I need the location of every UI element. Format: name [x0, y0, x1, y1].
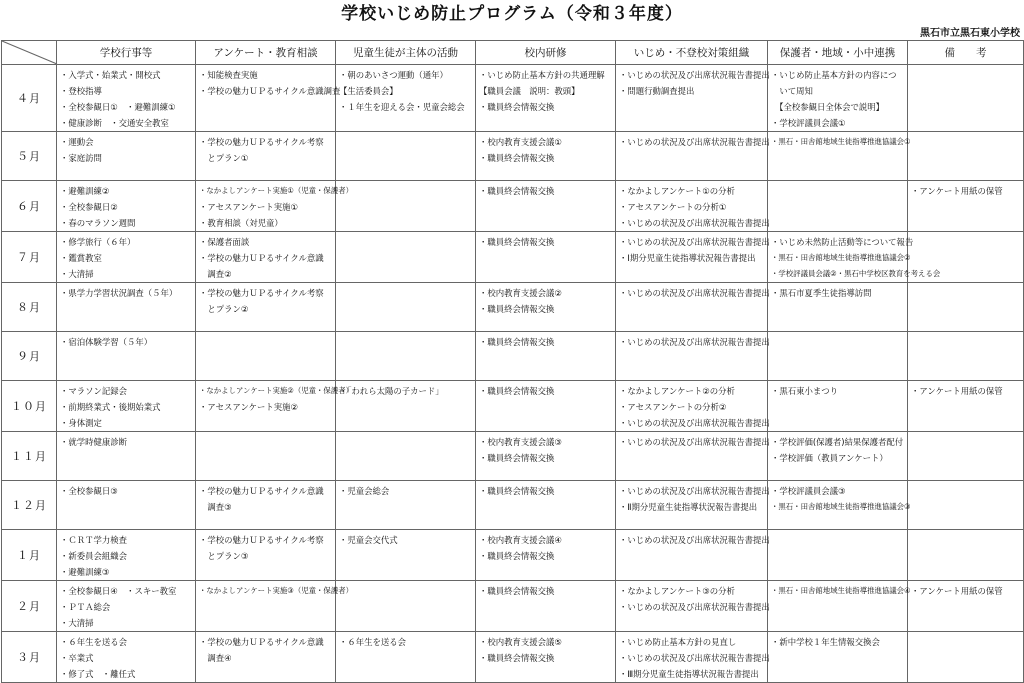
month-cell: １月 [2, 530, 57, 581]
cell-line: 【生活委員会】 [339, 86, 398, 96]
cell-line: ・いじめの状況及び出席状況報告書提出 [619, 418, 770, 428]
cell-line: ・職員終会情報交換 [479, 304, 555, 314]
column-header-school-events: 学校行事等 [57, 41, 196, 65]
cell-line: ・大清掃 [60, 618, 94, 628]
cell-student-activities [336, 381, 476, 432]
cell-line: ・新中学校１年生情報交換会 [771, 637, 880, 647]
cell-school-events [57, 530, 196, 581]
cell-line: ・春のマラソン週間 [60, 218, 136, 228]
cell-survey-counseling [196, 65, 341, 132]
cell-student-activities [336, 232, 476, 283]
column-header-survey-counseling: アンケート・教育相談 [196, 41, 336, 65]
cell-line: ・黒石・田舎館地域生徒指導推進協議会① [771, 137, 911, 146]
cell-bullying-organization [616, 432, 768, 481]
cell-line: ・いじめ防止基本方針の共通理解 [479, 70, 605, 80]
cell-survey-counseling [196, 632, 336, 683]
cell-community-cooperation [768, 481, 911, 530]
cell-bullying-organization [616, 132, 768, 181]
cell-line: ・学校評議員会議① [771, 118, 846, 128]
cell-survey-counseling [196, 581, 353, 632]
cell-line: ・修了式 ・離任式 [60, 669, 136, 679]
cell-line: ・学校評価（教員アンケート） [771, 453, 888, 463]
cell-line: ・全校参観日① ・避難訓練① [60, 102, 176, 112]
cell-line: ・アンケート用紙の保管 [911, 586, 1003, 596]
cell-line: ・ＣＲＴ学力検査 [60, 535, 127, 545]
table-row [2, 432, 1024, 481]
cell-line: ・職員終会情報交換 [479, 337, 555, 347]
table-row [2, 332, 1024, 381]
table-row [2, 581, 1024, 632]
cell-line: ・学校評価(保護者)結果保護者配付 [771, 437, 904, 447]
cell-line: ・Ⅲ期分児童生徒指導状況報告書提出 [619, 669, 759, 679]
table-row [2, 632, 1024, 683]
cell-community-cooperation [768, 132, 911, 181]
cell-line: ・校内教育支援会議② [479, 288, 562, 298]
header-row [2, 41, 1024, 65]
month-cell: ８月 [2, 283, 57, 332]
cell-line: ・いじめの状況及び出席状況報告書提出 [619, 486, 770, 496]
cell-line: ・職員終会情報交換 [479, 586, 555, 596]
cell-survey-counseling [196, 283, 336, 332]
cell-line: ・いじめ防止基本方針の内容につ [771, 70, 897, 80]
cell-school-events [57, 65, 196, 132]
cell-remarks [908, 181, 1024, 232]
month-cell: ７月 [2, 232, 57, 283]
cell-line: ・職員終会情報交換 [479, 186, 555, 196]
cell-staff-training [476, 232, 616, 283]
cell-line: ・家庭訪問 [60, 153, 102, 163]
table-row [2, 481, 1024, 530]
cell-line: ・Ⅰ期分児童生徒指導状況報告書提出 [619, 253, 756, 263]
cell-line: ・アセスアンケートの分析② [619, 402, 727, 412]
cell-student-activities [336, 65, 476, 132]
cell-survey-counseling [196, 232, 336, 283]
cell-community-cooperation [768, 181, 908, 232]
cell-line: ・「われら太陽の子カード」 [339, 386, 444, 396]
cell-remarks [908, 530, 1024, 581]
cell-line: ・学校の魅力ＵＰるサイクル意識調査 [199, 86, 341, 96]
cell-staff-training [476, 432, 616, 481]
cell-remarks [908, 65, 1024, 132]
cell-line: ・いじめの状況及び出席状況報告書提出 [619, 137, 770, 147]
cell-remarks [908, 332, 1024, 381]
column-header-staff-training: 校内研修 [476, 41, 616, 65]
table-row [2, 65, 1024, 132]
column-header-bullying-organization: いじめ・不登校対策組織 [616, 41, 768, 65]
cell-line: ・いじめの状況及び出席状況報告書提出 [619, 337, 770, 347]
cell-line: ・ＰＴＡ総会 [60, 602, 111, 612]
month-cell: ９月 [2, 332, 57, 381]
cell-staff-training [476, 332, 616, 381]
cell-student-activities [336, 632, 476, 683]
cell-line: ・いじめの状況及び出席状況報告書提出 [619, 437, 770, 447]
column-header-community-cooperation: 保護者・地域・小中連携 [768, 41, 908, 65]
cell-line: ・なかよしアンケート実施②（児童・保護者） [199, 386, 353, 395]
cell-remarks [908, 132, 1024, 181]
cell-line: ・身体測定 [60, 418, 102, 428]
cell-staff-training [476, 65, 616, 132]
cell-line: 調査② [199, 269, 232, 279]
cell-line: 【職員会議 説明：教頭】 [479, 86, 580, 96]
cell-line: ・いじめの状況及び出席状況報告書提出 [619, 288, 770, 298]
cell-line: ・避難訓練② [60, 186, 110, 196]
cell-student-activities [336, 132, 476, 181]
cell-line: ・いじめの状況及び出席状況報告書提出 [619, 237, 770, 247]
column-header-remarks: 備 考 [908, 41, 1024, 65]
cell-line: ・アセスアンケートの分析① [619, 202, 727, 212]
cell-bullying-organization [616, 581, 768, 632]
cell-line: ・前期終業式・後期始業式 [60, 402, 161, 412]
cell-line: ・いじめの状況及び出席状況報告書提出 [619, 70, 770, 80]
month-cell: ５月 [2, 132, 57, 181]
cell-student-activities [336, 530, 476, 581]
cell-line: 調査③ [199, 502, 232, 512]
program-table [1, 40, 1024, 683]
cell-line: ・なかよしアンケート③の分析 [619, 586, 735, 596]
cell-community-cooperation [768, 432, 908, 481]
cell-line: ・保護者面談 [199, 237, 250, 247]
cell-line: ・職員終会情報交換 [479, 386, 555, 396]
cell-line: ・なかよしアンケート実施③（児童・保護者） [199, 586, 353, 595]
cell-bullying-organization [616, 232, 768, 283]
cell-bullying-organization [616, 332, 768, 381]
cell-line: ・いじめの状況及び出席状況報告書提出 [619, 218, 770, 228]
cell-line: ・問題行動調査提出 [619, 86, 695, 96]
cell-line: ・学校の魅力ＵＰるサイクル考察 [199, 137, 324, 147]
cell-line: ・職員終会情報交換 [479, 237, 555, 247]
cell-staff-training [476, 632, 616, 683]
month-cell: ２月 [2, 581, 57, 632]
cell-line: ・卒業式 [60, 653, 94, 663]
cell-line: ・いじめ防止基本方針の見直し [619, 637, 737, 647]
cell-line: ・学校の魅力ＵＰるサイクル意識 [199, 637, 324, 647]
cell-community-cooperation [768, 530, 908, 581]
cell-line: ・いじめの状況及び出席状況報告書提出 [619, 653, 770, 663]
month-cell: ３月 [2, 632, 57, 683]
cell-bullying-organization [616, 381, 768, 432]
cell-remarks [908, 381, 1024, 432]
month-cell: ６月 [2, 181, 57, 232]
cell-line: ・アンケート用紙の保管 [911, 186, 1003, 196]
cell-school-events [57, 232, 196, 283]
cell-bullying-organization [616, 181, 768, 232]
cell-school-events [57, 332, 196, 381]
cell-line: ・学校の魅力ＵＰるサイクル意識 [199, 486, 324, 496]
page-title: 学校いじめ防止プログラム（令和３年度） [341, 4, 683, 24]
cell-line: ・職員終会情報交換 [479, 102, 555, 112]
table-row [2, 283, 1024, 332]
cell-line: ・職員終会情報交換 [479, 486, 555, 496]
diagonal-line [2, 41, 57, 64]
cell-line: ・校内教育支援会議③ [479, 437, 562, 447]
cell-staff-training [476, 481, 616, 530]
cell-line: ・修学旅行（６年） [60, 237, 136, 247]
school-name: 黒石市立黒石東小学校 [920, 28, 1020, 39]
cell-line: ・なかよしアンケート①の分析 [619, 186, 735, 196]
cell-community-cooperation [768, 381, 908, 432]
cell-remarks [908, 632, 1024, 683]
cell-community-cooperation [768, 332, 908, 381]
month-cell: １１月 [2, 432, 57, 481]
cell-survey-counseling [196, 181, 353, 232]
cell-bullying-organization [616, 632, 768, 683]
cell-line: ・知能検査実施 [199, 70, 258, 80]
cell-line: ・職員終会情報交換 [479, 653, 555, 663]
cell-school-events [57, 132, 196, 181]
cell-survey-counseling [196, 381, 353, 432]
cell-line: ・Ⅱ期分児童生徒指導状況報告書提出 [619, 502, 758, 512]
cell-line: ・学校評議員会議②・黒石中学校区教育を考える会 [771, 269, 941, 278]
cell-line: とプラン② [199, 304, 249, 314]
cell-line: ・全校参観日④ ・スキー教室 [60, 586, 177, 596]
cell-line: とプラン① [199, 153, 249, 163]
cell-line: ・学校評議員会議③ [771, 486, 846, 496]
cell-line: ・６年生を送る会 [339, 637, 406, 647]
cell-line: ・黒石東小まつり [771, 386, 838, 396]
cell-survey-counseling [196, 530, 336, 581]
cell-line: ・学校の魅力ＵＰるサイクル考察 [199, 535, 324, 545]
cell-line: ・避難訓練③ [60, 567, 110, 577]
month-cell: １０月 [2, 381, 57, 432]
cell-remarks [908, 481, 1024, 530]
cell-student-activities [336, 581, 476, 632]
month-cell: ４月 [2, 65, 57, 132]
cell-line: ・アセスアンケート実施② [199, 402, 299, 412]
cell-line: ・健康診断 ・交通安全教室 [60, 118, 169, 128]
cell-staff-training [476, 132, 616, 181]
cell-line: ・いじめの状況及び出席状況報告書提出 [619, 602, 770, 612]
cell-line: ・全校参観日③ [60, 486, 118, 496]
cell-line: ・職員終会情報交換 [479, 453, 555, 463]
cell-community-cooperation [768, 283, 908, 332]
table-row [2, 381, 1024, 432]
cell-survey-counseling [196, 332, 336, 381]
cell-student-activities [336, 181, 476, 232]
cell-survey-counseling [196, 132, 336, 181]
cell-line: ・職員終会情報交換 [479, 153, 555, 163]
cell-school-events [57, 632, 196, 683]
cell-community-cooperation [768, 581, 911, 632]
cell-staff-training [476, 381, 616, 432]
cell-line: ・職員終会情報交換 [479, 551, 555, 561]
cell-line: ・新委員会組織会 [60, 551, 127, 561]
cell-student-activities [336, 283, 476, 332]
cell-survey-counseling [196, 432, 336, 481]
cell-community-cooperation [768, 65, 908, 132]
cell-bullying-organization [616, 65, 768, 132]
cell-student-activities [336, 481, 476, 530]
cell-line: ・マラソン記録会 [60, 386, 127, 396]
cell-student-activities [336, 432, 476, 481]
cell-school-events [57, 283, 196, 332]
cell-line: ・児童会総会 [339, 486, 390, 496]
cell-line: ・黒石・田舎館地域生徒指導推進協議会③ [771, 502, 911, 511]
cell-bullying-organization [616, 283, 768, 332]
cell-line: ・アセスアンケート実施① [199, 202, 299, 212]
table-row [2, 181, 1024, 232]
cell-school-events [57, 181, 196, 232]
cell-school-events [57, 581, 196, 632]
cell-student-activities [336, 332, 476, 381]
cell-remarks [908, 432, 1024, 481]
cell-line: ・運動会 [60, 137, 94, 147]
table-row [2, 132, 1024, 181]
cell-line: ・黒石・田舎館地域生徒指導推進協議会④ [771, 586, 911, 595]
cell-remarks [908, 283, 1024, 332]
cell-line: ・宿泊体験学習（５年） [60, 337, 153, 347]
cell-school-events [57, 481, 196, 530]
cell-line: 【全校参観日全体会で説明】 [771, 102, 885, 112]
cell-staff-training [476, 283, 616, 332]
cell-line: ・校内教育支援会議⑤ [479, 637, 562, 647]
cell-line: ・朝のあいさつ運動（通年） [339, 70, 448, 80]
cell-line: ・黒石市夏季生徒指導訪問 [771, 288, 872, 298]
cell-line: ・６年生を送る会 [60, 637, 127, 647]
column-header-student-activities: 児童生徒が主体の活動 [336, 41, 476, 65]
cell-line: ・入学式・始業式・開校式 [60, 70, 161, 80]
cell-line: ・全校参観日② [60, 202, 118, 212]
cell-line: ・県学力学習状況調査（５年） [60, 288, 178, 298]
cell-staff-training [476, 581, 616, 632]
cell-staff-training [476, 181, 616, 232]
cell-line: ・登校指導 [60, 86, 102, 96]
cell-remarks [908, 581, 1024, 632]
table-row [2, 232, 1024, 283]
cell-line: とプラン③ [199, 551, 249, 561]
cell-line: ・大清掃 [60, 269, 94, 279]
cell-community-cooperation [768, 232, 941, 283]
cell-school-events [57, 381, 196, 432]
cell-line: ・いじめ未然防止活動等について報告 [771, 237, 914, 247]
cell-line: ・児童会交代式 [339, 535, 398, 545]
cell-line: ・教育相談（対児童） [199, 218, 283, 228]
table-body [2, 65, 1024, 683]
cell-line: ・学校の魅力ＵＰるサイクル意識 [199, 253, 324, 263]
cell-survey-counseling [196, 481, 336, 530]
cell-bullying-organization [616, 481, 768, 530]
cell-line: 調査④ [199, 653, 232, 663]
table-row [2, 530, 1024, 581]
cell-community-cooperation [768, 632, 908, 683]
cell-bullying-organization [616, 530, 768, 581]
cell-line: ・就学時健康診断 [60, 437, 127, 447]
corner-cell [2, 41, 57, 65]
cell-line: ・学校の魅力ＵＰるサイクル考察 [199, 288, 324, 298]
cell-line: ・なかよしアンケート実施①（児童・保護者） [199, 186, 353, 195]
cell-line: ・いじめの状況及び出席状況報告書提出 [619, 535, 770, 545]
month-cell: １２月 [2, 481, 57, 530]
cell-staff-training [476, 530, 616, 581]
cell-school-events [57, 432, 196, 481]
cell-line: ・黒石・田舎館地域生徒指導推進協議会② [771, 253, 911, 262]
cell-line: ・校内教育支援会議① [479, 137, 562, 147]
cell-line: ・校内教育支援会議④ [479, 535, 562, 545]
cell-line: ・１年生を迎える会・児童会総会 [339, 102, 465, 112]
cell-line: ・鑑賞教室 [60, 253, 102, 263]
cell-line: ・アンケート用紙の保管 [911, 386, 1003, 396]
cell-line: いて周知 [771, 86, 813, 96]
cell-line: ・なかよしアンケート②の分析 [619, 386, 735, 396]
